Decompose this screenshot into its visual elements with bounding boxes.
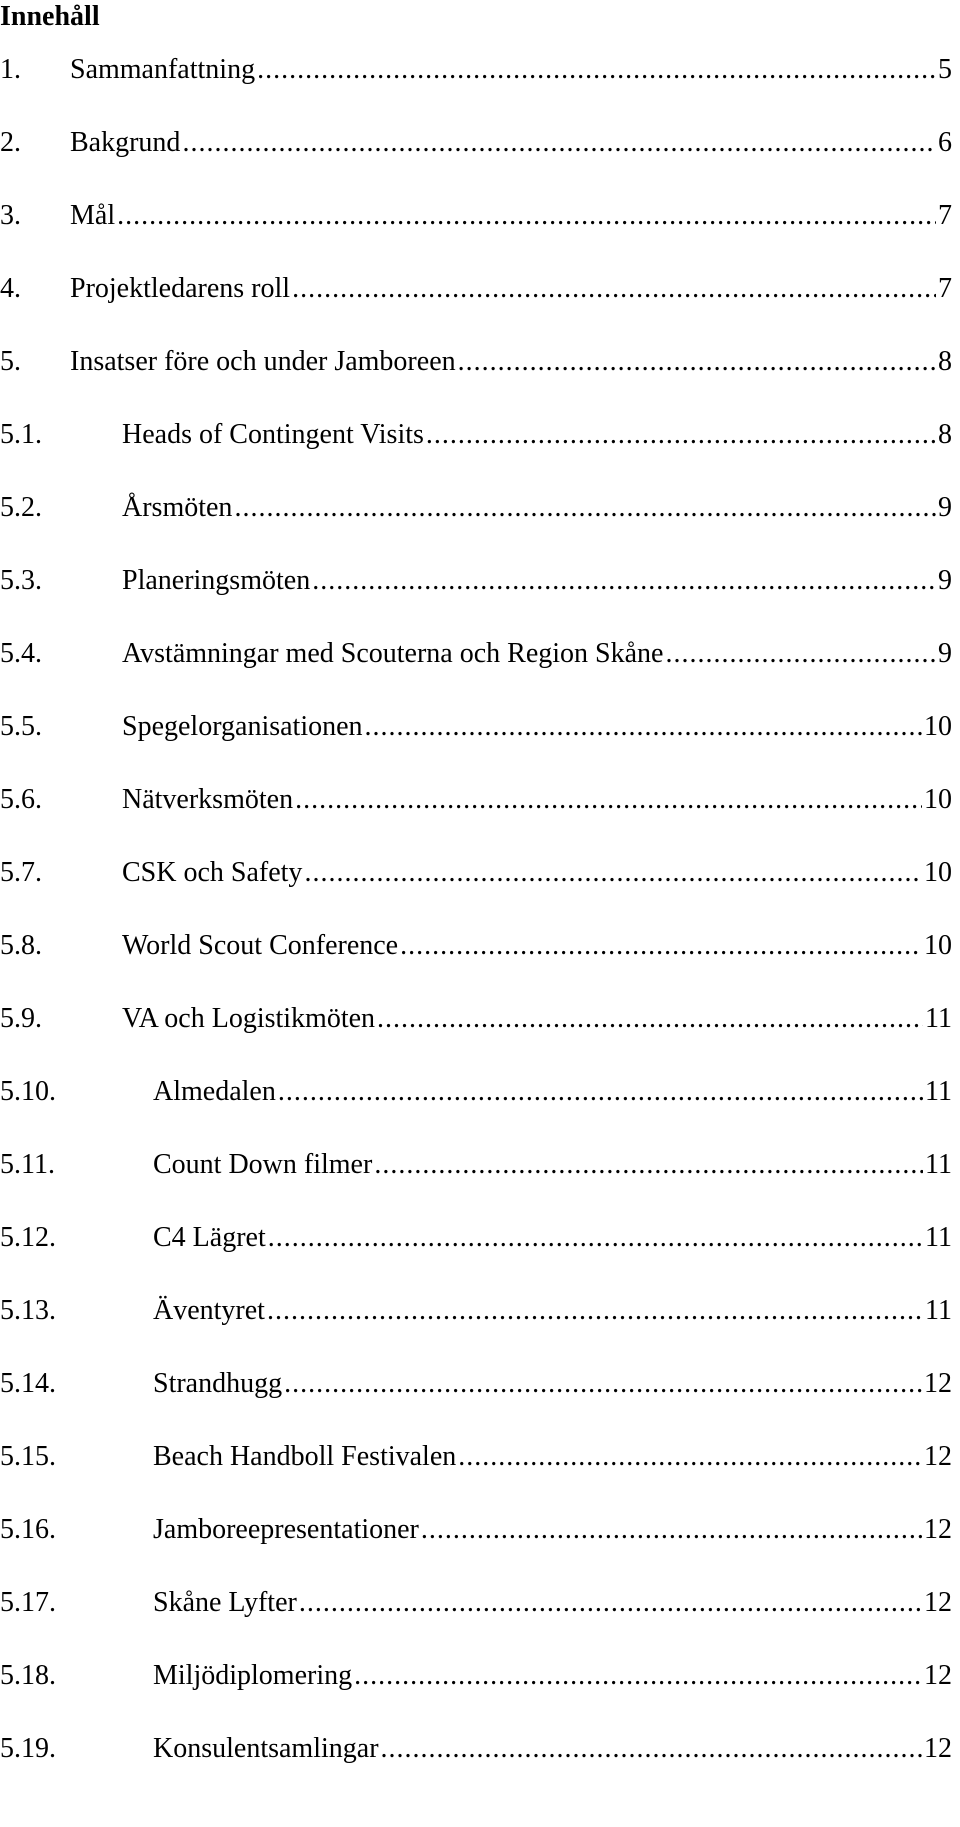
dot-leader: [295, 780, 922, 820]
toc-entry-page: 10: [924, 930, 952, 961]
toc-entry-title: Sammanfattning: [70, 54, 256, 85]
toc-entry-title: Nätverksmöten: [122, 784, 294, 815]
toc-entry[interactable]: [0, 415, 960, 455]
toc-entry[interactable]: [0, 634, 960, 674]
toc-entry-number: 5.16.: [0, 1514, 56, 1545]
dot-leader: [234, 488, 936, 528]
toc-entry[interactable]: [0, 780, 960, 820]
toc-entry-page: 12: [924, 1587, 952, 1618]
toc-entry-page: 6: [938, 127, 952, 158]
toc-entry[interactable]: [0, 269, 960, 309]
toc-entry-title: CSK och Safety: [122, 857, 303, 888]
toc-entry-number: 5.3.: [0, 565, 42, 596]
dot-leader: [400, 926, 922, 966]
toc-entry-title: Äventyret: [153, 1295, 265, 1326]
toc-entry-number: 5.12.: [0, 1222, 56, 1253]
dot-leader: [292, 269, 936, 309]
toc-entry-page: 5: [938, 54, 952, 85]
toc-entry-page: 12: [924, 1514, 952, 1545]
toc-entry-page: 11: [925, 1003, 952, 1034]
toc-entry-title: Jamboreepresentationer: [153, 1514, 419, 1545]
toc-entry[interactable]: [0, 926, 960, 966]
toc-entry-title: Count Down filmer: [153, 1149, 373, 1180]
toc-entry-number: 5.19.: [0, 1733, 56, 1764]
toc-entry[interactable]: [0, 707, 960, 747]
toc-entry-title: Projektledarens roll: [70, 273, 291, 304]
toc-entry[interactable]: [0, 1218, 960, 1258]
toc-entry[interactable]: [0, 853, 960, 893]
dot-leader: [278, 1072, 923, 1112]
toc-entry-page: 9: [938, 565, 952, 596]
toc-entry-page: 10: [924, 857, 952, 888]
dot-leader: [374, 1145, 923, 1185]
toc-entry-page: 8: [938, 346, 952, 377]
toc-entry-number: 5.9.: [0, 1003, 42, 1034]
toc-entry-title: VA och Logistikmöten: [122, 1003, 376, 1034]
toc-entry-page: 8: [938, 419, 952, 450]
toc-entry-number: 5.4.: [0, 638, 42, 669]
toc-entry-number: 5.18.: [0, 1660, 56, 1691]
toc-entry-page: 12: [924, 1441, 952, 1472]
dot-leader: [354, 1656, 922, 1696]
toc-entry-title: C4 Lägret: [153, 1222, 266, 1253]
toc-entry-number: 2.: [0, 127, 21, 158]
toc-entry-page: 10: [924, 784, 952, 815]
toc-entry-page: 11: [925, 1222, 952, 1253]
toc-entry-number: 5.13.: [0, 1295, 56, 1326]
toc-entry[interactable]: [0, 1510, 960, 1550]
toc-entry[interactable]: [0, 50, 960, 90]
toc-entry[interactable]: [0, 561, 960, 601]
toc-entry-number: 5.1.: [0, 419, 42, 450]
toc-entry-page: 9: [938, 638, 952, 669]
dot-leader: [365, 707, 922, 747]
toc-entry-page: 7: [938, 200, 952, 231]
dot-leader: [381, 1729, 922, 1769]
toc-entry-title: Insatser före och under Jamboreen: [70, 346, 456, 377]
dot-leader: [458, 342, 936, 382]
dot-leader: [268, 1218, 923, 1258]
toc-entry-number: 5.17.: [0, 1587, 56, 1618]
toc-entry-number: 5.: [0, 346, 21, 377]
toc-entry[interactable]: [0, 1291, 960, 1331]
toc-entry-title: Strandhugg: [153, 1368, 283, 1399]
toc-entry-page: 11: [925, 1076, 952, 1107]
toc-entry-number: 5.7.: [0, 857, 42, 888]
toc-entry[interactable]: [0, 123, 960, 163]
toc-heading: Innehåll: [0, 1, 100, 32]
dot-leader: [377, 999, 923, 1039]
toc-entry-page: 12: [924, 1660, 952, 1691]
toc-entry-title: Skåne Lyfter: [153, 1587, 297, 1618]
dot-leader: [458, 1437, 922, 1477]
toc-entry-number: 4.: [0, 273, 21, 304]
toc-entry-number: 5.6.: [0, 784, 42, 815]
dot-leader: [421, 1510, 922, 1550]
toc-entry-title: Bakgrund: [70, 127, 181, 158]
toc-entry-page: 12: [924, 1733, 952, 1764]
toc-entry-number: 5.15.: [0, 1441, 56, 1472]
toc-entry-title: Årsmöten: [122, 492, 233, 523]
toc-entry-number: 5.5.: [0, 711, 42, 742]
toc-entry[interactable]: [0, 999, 960, 1039]
dot-leader: [665, 634, 936, 674]
toc-entry-title: Planeringsmöten: [122, 565, 311, 596]
toc-entry-page: 11: [925, 1295, 952, 1326]
toc-entry-page: 11: [925, 1149, 952, 1180]
toc-entry-number: 5.8.: [0, 930, 42, 961]
toc-entry-title: Almedalen: [153, 1076, 276, 1107]
toc-entry[interactable]: [0, 342, 960, 382]
toc-entry-page: 10: [924, 711, 952, 742]
dot-leader: [426, 415, 936, 455]
dot-leader: [304, 853, 922, 893]
toc-entry-title: Beach Handboll Festivalen: [153, 1441, 457, 1472]
toc-entry-page: 7: [938, 273, 952, 304]
toc-entry-title: Miljödiplomering: [153, 1660, 353, 1691]
toc-entry-title: Heads of Contingent Visits: [122, 419, 424, 450]
dot-leader: [284, 1364, 922, 1404]
dot-leader: [267, 1291, 923, 1331]
toc-entry-title: Mål: [70, 200, 116, 231]
toc-entry-page: 12: [924, 1368, 952, 1399]
toc-entry-number: 5.2.: [0, 492, 42, 523]
toc-entry-number: 5.10.: [0, 1076, 56, 1107]
dot-leader: [117, 196, 936, 236]
dot-leader: [299, 1583, 922, 1623]
toc-entry-title: Spegelorganisationen: [122, 711, 363, 742]
toc-entry[interactable]: [0, 1364, 960, 1404]
toc-entry[interactable]: [0, 1729, 960, 1769]
toc-entry-page: 9: [938, 492, 952, 523]
dot-leader: [257, 50, 936, 90]
toc-entry-title: Avstämningar med Scouterna och Region Skåne: [122, 638, 664, 669]
toc-entry[interactable]: [0, 1656, 960, 1696]
toc-entry-number: 3.: [0, 200, 21, 231]
toc-entry[interactable]: [0, 488, 960, 528]
toc-entry[interactable]: [0, 1072, 960, 1112]
toc-entry[interactable]: [0, 196, 960, 236]
toc-entry-number: 5.14.: [0, 1368, 56, 1399]
toc-entry[interactable]: [0, 1437, 960, 1477]
toc-entry-title: Konsulentsamlingar: [153, 1733, 379, 1764]
toc-entry-number: 5.11.: [0, 1149, 55, 1180]
dot-leader: [182, 123, 936, 163]
dot-leader: [312, 561, 936, 601]
toc-entry[interactable]: [0, 1583, 960, 1623]
toc-entry-number: 1.: [0, 54, 21, 85]
toc-entry[interactable]: [0, 1145, 960, 1185]
toc-entry-title: World Scout Conference: [122, 930, 399, 961]
